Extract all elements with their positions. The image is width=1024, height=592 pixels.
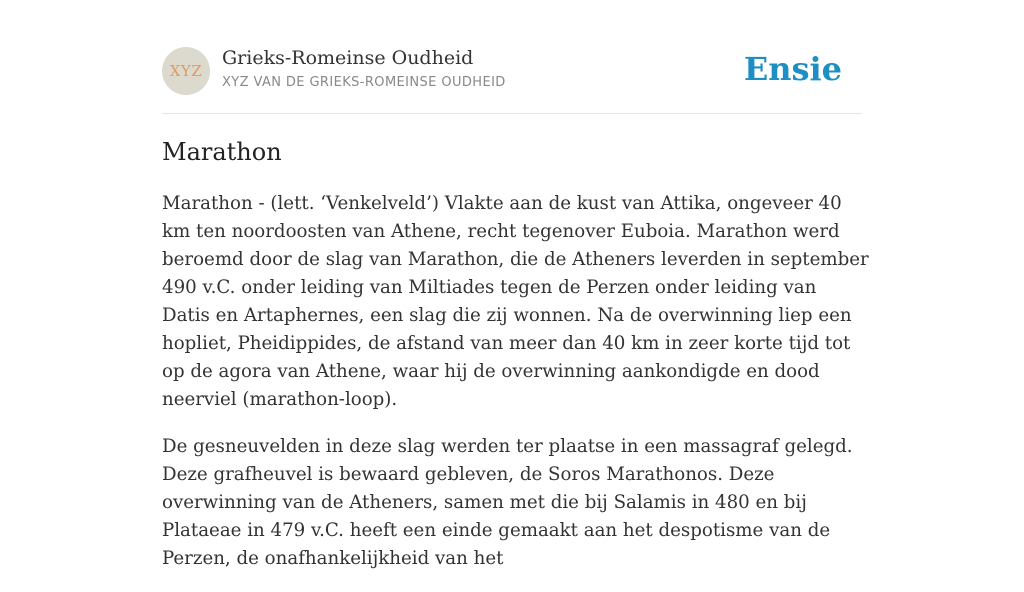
article-paragraph: De gesneuvelden in deze slag werden ter plaatse in een massagraf gelegd. Deze grafheuvel is bewaard gebleven, de Soros Marathonos. Deze overwinning van de Atheners, samen met die bij Salamis in 480 en bij Plataeae in 479 v.C. heeft een einde gemaakt aan het despotisme van de Perzen, de onafhankelijkheid van het bbox=[162, 436, 853, 569]
source-subtitle: XYZ VAN DE GRIEKS-ROMEINSE OUDHEID bbox=[222, 75, 506, 90]
source-title[interactable]: Grieks-Romeinse Oudheid bbox=[222, 47, 474, 69]
article-paragraph: Marathon - (lett. ‘Venkelveld’) Vlakte aan de kust van Attika, ongeveer 40 km ten noordoosten van Athene, recht tegenover Euboia. Marathon werd beroemd door de slag van Marathon, die de Atheners leverden in september 490 v.C. onder leiding van Miltiades tegen de Perzen onder leiding van Datis en Artaphernes, een slag die zij wonnen. Na de overwinning liep een hopliet, Pheidippides, de afstand van meer dan 40 km in zeer korte tijd tot op de agora van Athene, waar hij de overwinning aankondigde en dood neerviel (marathon-loop). bbox=[162, 193, 869, 410]
article-title: Marathon bbox=[162, 138, 282, 166]
header-divider bbox=[162, 113, 862, 114]
avatar-initials: XYZ bbox=[169, 62, 203, 80]
article-body bbox=[162, 190, 870, 592]
source-avatar[interactable] bbox=[162, 47, 210, 95]
source-header bbox=[162, 46, 862, 96]
ensie-logo[interactable]: Ensie bbox=[743, 50, 842, 88]
